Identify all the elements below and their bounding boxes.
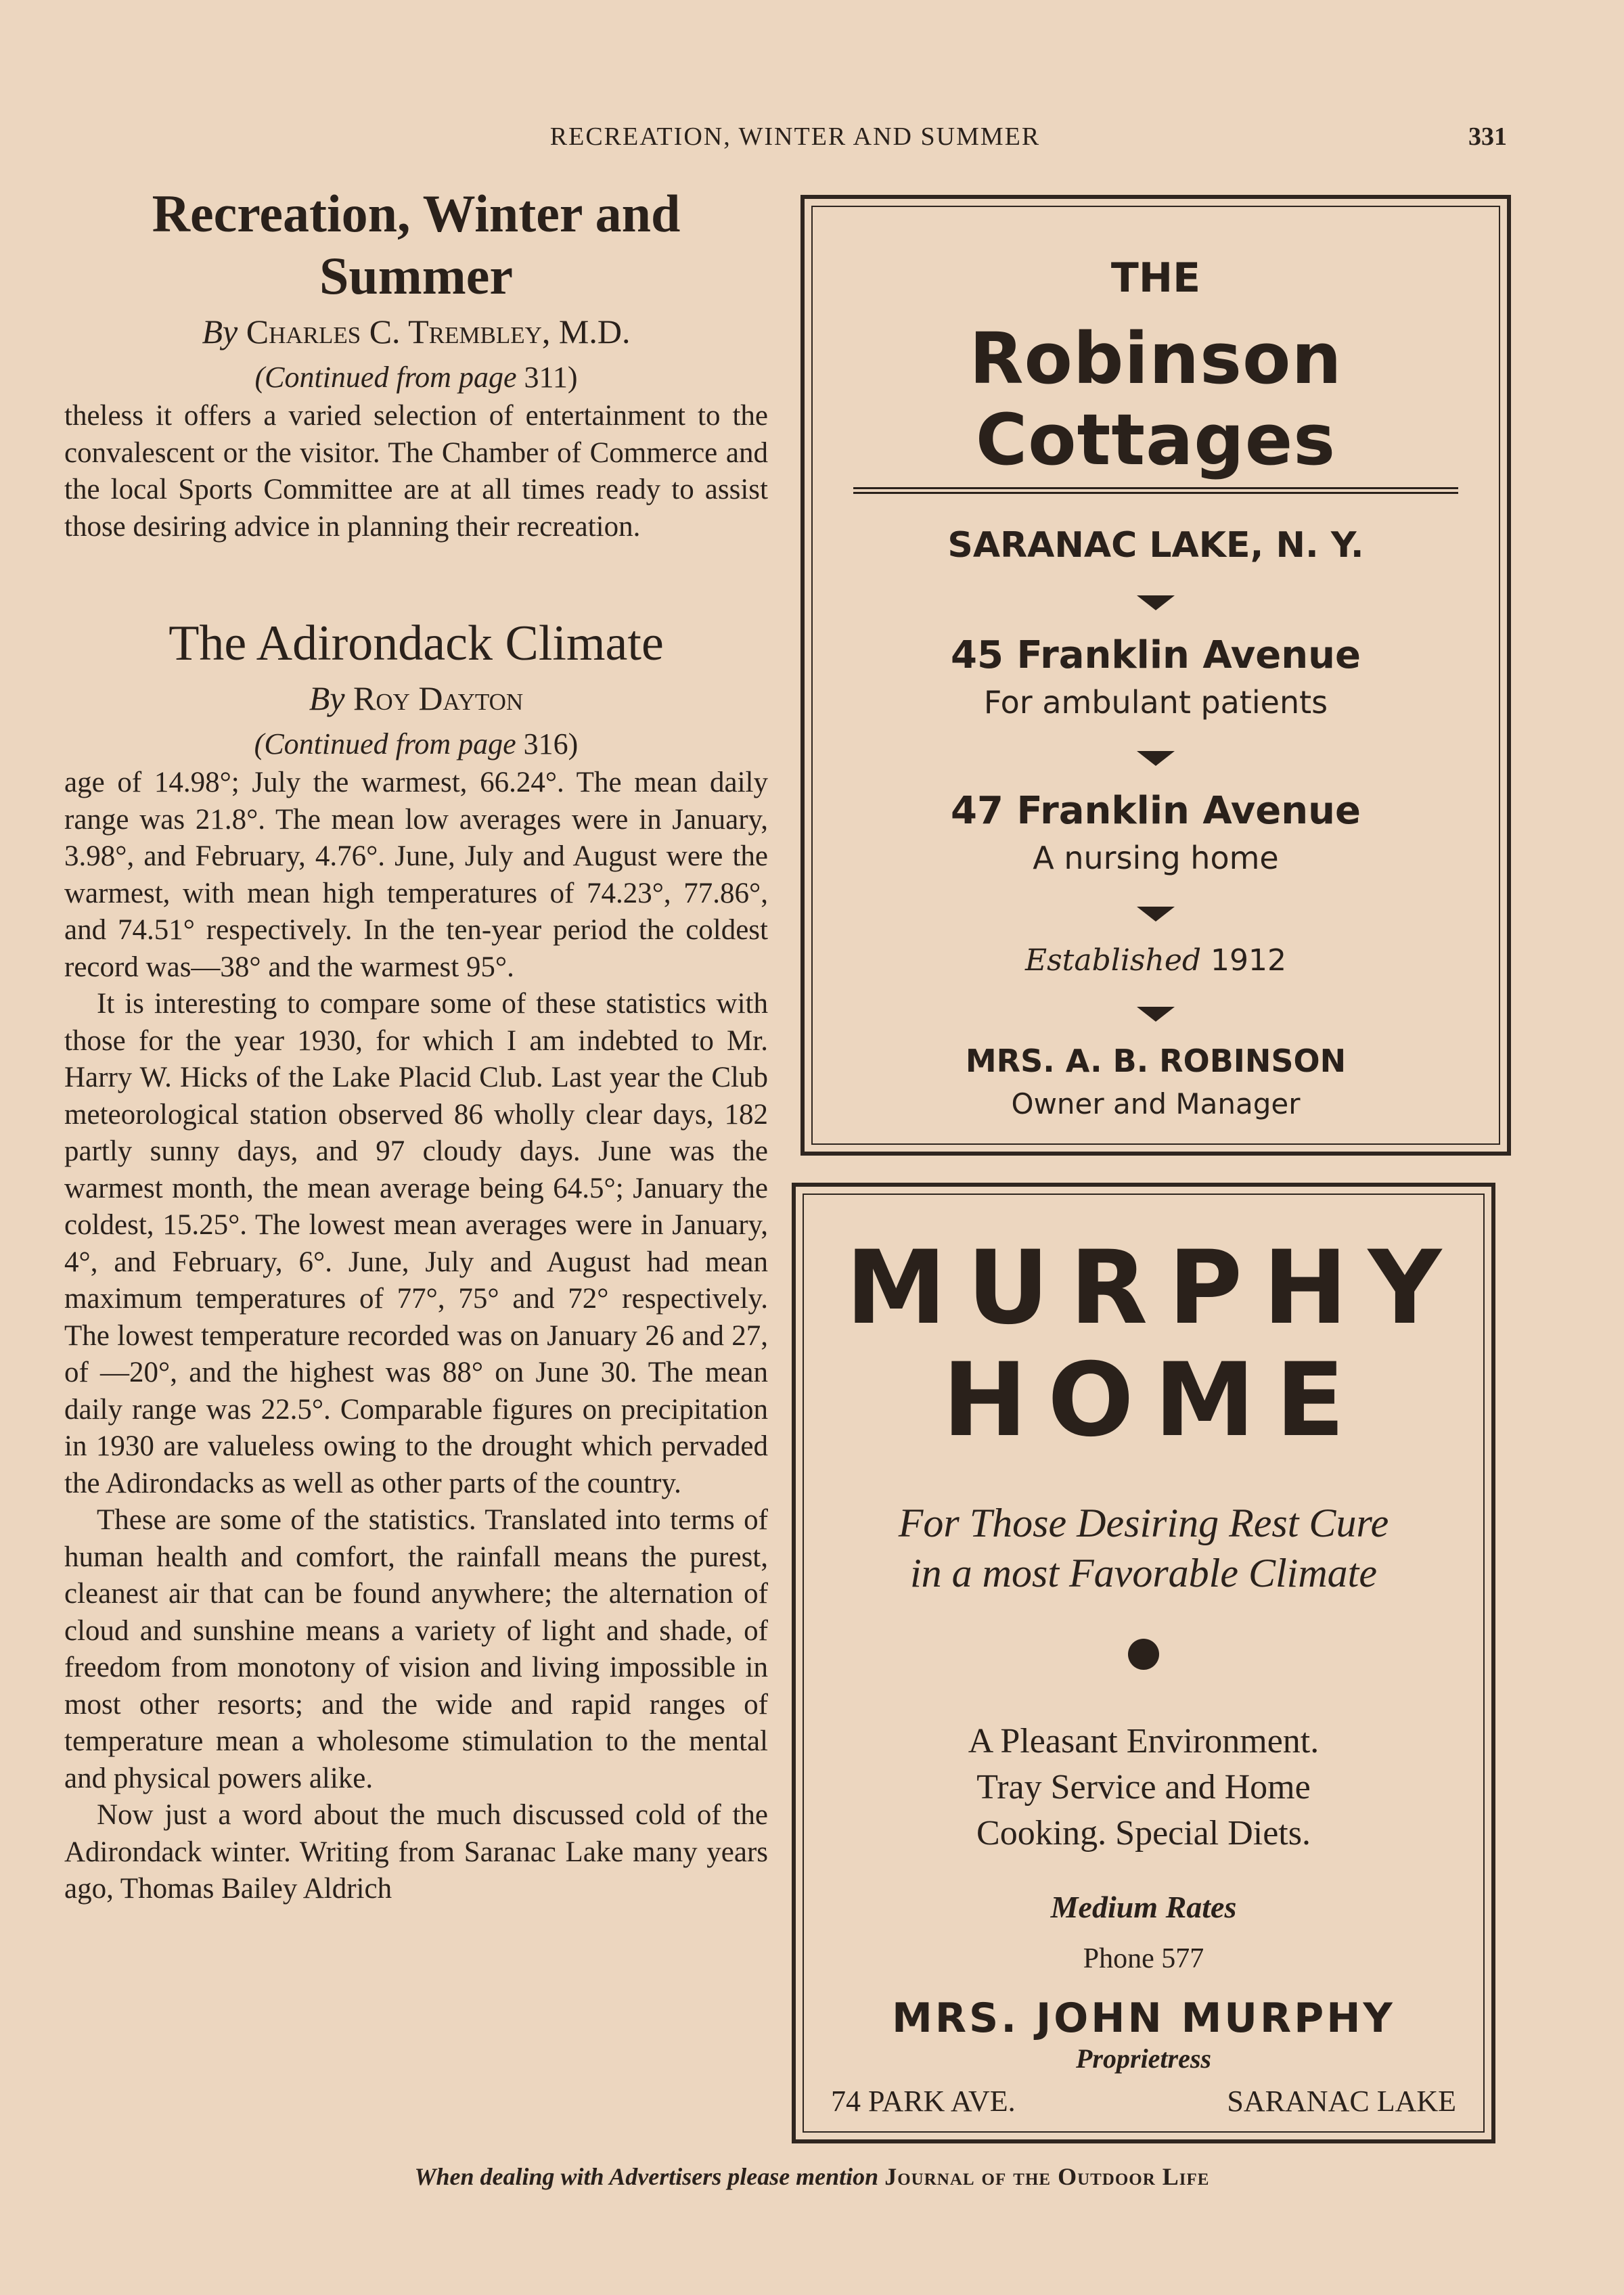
article2-continued-prefix: (Continued from page	[254, 727, 516, 760]
article2-byline	[64, 677, 768, 720]
robinson-ad-address-1: 45 Franklin Avenue	[951, 633, 1361, 677]
murphy-ad-tagline-2: in a most Favorable Climate	[910, 1551, 1377, 1595]
article2-paragraph-1: age of 14.98°; July the warmest, 66.24°. The mean daily range was 21.8°. The mean low averages were in January, 3.98°, and February, 4.76°. June, July and August were the warmest, with mean high temperatures of 74.23°, 77.86°, and 74.51° respectively. In the ten-year period the coldest record was—38° and the warmest 95°.	[64, 767, 768, 983]
article1-by: By	[202, 313, 238, 350]
triangle-divider-icon	[1137, 1007, 1175, 1022]
bullet-dot-icon	[1128, 1639, 1159, 1670]
article2-author: Roy Dayton	[353, 679, 524, 717]
article2-title: The Adirondack Climate	[168, 616, 664, 671]
article1-title: Recreation, Winter and Summer	[152, 184, 681, 305]
robinson-ad-inner-frame	[811, 206, 1500, 1145]
article2-continued-page: 316)	[523, 727, 579, 760]
murphy-ad-proprietor: MRS. JOHN MURPHY	[892, 1995, 1395, 2042]
article1-paragraph-1: theless it offers a varied selection of entertainment to the convalescent or the visitor. The Chamber of Commerce and the local Sports Committee are at all times ready to assist those desiring advice in planning their recreation.	[64, 400, 768, 543]
running-title: RECREATION, WINTER AND SUMMER	[549, 122, 1041, 151]
robinson-ad-established-label: Established	[1024, 943, 1202, 978]
murphy-ad-rates: Medium Rates	[1050, 1890, 1237, 1924]
murphy-home-ad	[792, 1183, 1495, 2143]
robinson-ad-name: Robinson Cottages	[969, 317, 1343, 481]
robinson-ad-location: SARANAC LAKE, N. Y.	[947, 525, 1364, 566]
murphy-ad-address: 74 PARK AVE.	[831, 2085, 1016, 2118]
article2-continued	[64, 724, 768, 765]
murphy-ad-features-2: Tray Service and Home	[976, 1768, 1311, 1807]
murphy-ad-phone: Phone 577	[1083, 1943, 1204, 1974]
article1-author: Charles C. Trembley, M.D.	[246, 313, 631, 350]
robinson-cottages-ad	[800, 195, 1511, 1156]
murphy-ad-city: SARANAC LAKE	[1227, 2085, 1456, 2118]
robinson-ad-desc-2: A nursing home	[1033, 840, 1279, 876]
footer	[0, 2162, 1624, 2191]
left-column	[64, 183, 768, 1908]
article2-by: By	[309, 679, 345, 717]
murphy-ad-tagline-1: For Those Desiring Rest Cure	[898, 1501, 1389, 1545]
footer-journal: Journal of the Outdoor Life	[884, 2163, 1210, 2190]
murphy-ad-proprietor-role: Proprietress	[1076, 2043, 1211, 2074]
article2-paragraph-3: These are some of the statistics. Translated into terms of human health and comfort, the rainfall means the purest, cleanest air that can be found anywhere; the alternation of cloud and sunshine means a variety of light and shade, of freedom from monotony of vision and living impossible in most other resorts; and the wide and rapid ranges of temperature mean a wholesome stimulation to the mental and physical powers alike.	[64, 1504, 768, 1794]
robinson-ad-address-2: 47 Franklin Avenue	[951, 789, 1361, 833]
article1-byline	[64, 310, 768, 353]
article1-continued-page: 311)	[524, 361, 578, 394]
murphy-ad-name-line-2: HOME	[942, 1342, 1366, 1459]
article1-continued-prefix: (Continued from page	[254, 361, 517, 394]
robinson-ad-desc-1: For ambulant patients	[983, 684, 1328, 721]
triangle-divider-icon	[1137, 907, 1175, 922]
murphy-ad-inner-frame	[803, 1194, 1485, 2133]
page-number: 331	[1468, 122, 1507, 151]
robinson-ad-double-rule	[853, 487, 1458, 494]
article2-paragraph-4: Now just a word about the much discussed cold of the Adirondack winter. Writing from Saranac Lake many years ago, Thomas Bailey Aldrich	[64, 1799, 768, 1905]
robinson-ad-owner-role: Owner and Manager	[1011, 1087, 1301, 1120]
murphy-ad-address-row	[831, 2083, 1456, 2120]
murphy-ad-features-1: A Pleasant Environment.	[968, 1722, 1320, 1760]
murphy-ad-name-line-1: MURPHY	[845, 1229, 1462, 1347]
triangle-divider-icon	[1137, 595, 1175, 610]
robinson-ad-the: THE	[1110, 254, 1201, 302]
article1-continued	[64, 357, 768, 398]
triangle-divider-icon	[1137, 751, 1175, 766]
footer-prefix: When dealing with Advertisers please mention	[414, 2163, 879, 2190]
article2-paragraph-2: It is interesting to compare some of these statistics with those for the year 1930, for which I am indebted to Mr. Harry W. Hicks of the Lake Placid Club. Last year the Club meteorological station observed 86 wholly clear days, 182 partly sunny days, and 97 cloudy days. June was the warmest month, the mean average being 64.5°; January the coldest, 15.25°. The lowest mean averages were in January, 4°, and February, 6°. June, July and August had mean maximum temperatures of 77°, 75° and 72° respectively. The lowest temperature recorded was on January 26 and 27, of —20°, and the highest was 88° on June 30. The mean daily range was 22.5°. Comparable figures on precipitation in 1930 are valueless owing to the drought which pervaded the Adirondacks as well as other parts of the country.	[64, 988, 768, 1499]
robinson-ad-established-year: 1912	[1211, 943, 1287, 978]
robinson-ad-established	[813, 942, 1499, 980]
murphy-ad-features-3: Cooking. Special Diets.	[976, 1814, 1311, 1853]
robinson-ad-owner: MRS. A. B. ROBINSON	[965, 1043, 1347, 1079]
